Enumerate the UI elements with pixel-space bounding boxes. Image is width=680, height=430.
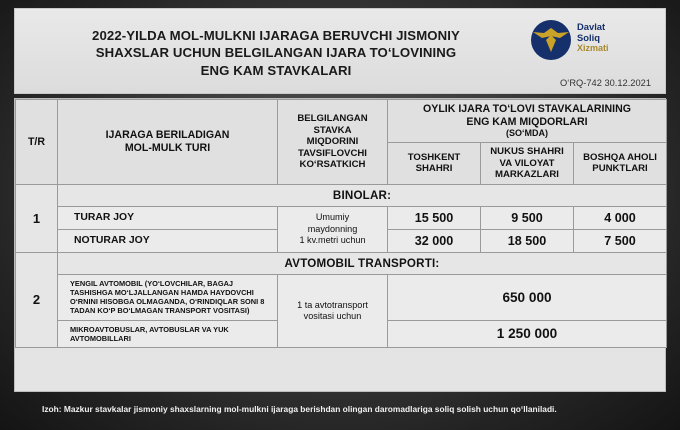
th-other-line-2: PUNKTLARI [592, 163, 648, 175]
page-title [37, 27, 515, 79]
slide-footer [14, 396, 666, 422]
th-rates-group-line-3: (SO‘MDA) [506, 128, 549, 139]
th-indicator [278, 100, 388, 185]
row-label-residential: TURAR JOY [58, 206, 278, 229]
slide-header [14, 8, 666, 94]
eagle-emblem-icon [529, 19, 573, 61]
th-tashkent-line-2: SHAHRI [415, 163, 453, 175]
section-title-buildings: BINOLAR: [58, 184, 667, 206]
indicator-line-2: maydonning [307, 223, 358, 234]
th-indicator-line-4: TAVSIFLOVCHI [298, 147, 367, 159]
th-nukus-regions [481, 143, 574, 185]
th-other-line-1: BOSHQA AHOLI [583, 151, 657, 163]
logo-line-2: Soliq [577, 32, 600, 44]
title-line-3: ENG KAM STAVKALARI [200, 62, 352, 78]
th-indicator-line-5: KO‘RSATKICH [299, 159, 366, 171]
indicator-area-unit [278, 206, 388, 252]
table-row [16, 274, 667, 320]
row-label-non-residential: NOTURAR JOY [58, 229, 278, 252]
th-indicator-line-1: BELGILANGAN [297, 113, 368, 125]
logo-line-1: Davlat [577, 21, 606, 32]
value-non-residential-nukus: 18 500 [481, 229, 574, 252]
th-indicator-line-2: STAVKA [313, 124, 352, 136]
rates-table [15, 99, 667, 348]
section-number: 1 [16, 184, 58, 252]
th-rates-group-line-2: ENG KAM MIQDORLARI [466, 115, 588, 128]
th-property-type-line-2: MOL-MULK TURI [124, 141, 211, 154]
th-tashkent [388, 143, 481, 185]
value-non-residential-other: 7 500 [574, 229, 667, 252]
table-row [16, 206, 667, 229]
value-residential-tashkent: 15 500 [388, 206, 481, 229]
value-non-residential-tashkent: 32 000 [388, 229, 481, 252]
th-other-settlements [574, 143, 667, 185]
document-reference: O‘RQ-742 30.12.2021 [560, 78, 651, 88]
rates-table-container [14, 98, 666, 392]
th-nukus-line-1: NUKUS SHAHRI [490, 146, 564, 158]
indicator-per-vehicle [278, 274, 388, 348]
footer-note: Izoh: Mazkur stavkalar jismoniy shaxslarning mol-mulkni ijaraga berishdan olingan daromadlariga soliq solish uchun qo‘llaniladi. [42, 404, 557, 414]
row-label-minibus-truck: MIKROAVTOBUSLAR, AVTOBUSLAR VA YUK AVTOMOBILLARI [58, 320, 278, 348]
th-nukus-line-3: MARKAZLARI [495, 169, 559, 181]
section-number: 2 [16, 252, 58, 348]
th-tr: T/R [16, 100, 58, 185]
th-nukus-line-2: VA VILOYAT [499, 157, 555, 169]
row-label-passenger-car: YENGIL AVTOMOBIL (YO‘LOVCHILAR, BAGAJ TASHISHGA MO‘LJALLANGAN HAMDA HAYDOVCHI O‘RNINI HISOBGA OLMAGANDA, O‘RINDIQLAR SONI 8 TADAN KO‘P BO‘LMAGAN TRANSPORT VOSITASI) [58, 274, 278, 320]
table-head [16, 100, 667, 185]
tax-committee-logo [529, 17, 649, 63]
table-body [16, 184, 667, 348]
slide [14, 8, 666, 422]
logo-text [577, 21, 609, 54]
th-indicator-line-3: MIQDORINI [306, 136, 359, 148]
title-line-2: SHAXSLAR UCHUN BELGILANGAN IJARA TO‘LOVINING [95, 45, 457, 61]
th-rates-group-line-1: OYLIK IJARA TO‘LOVI STAVKALARINING [423, 103, 631, 115]
th-tashkent-line-1: TOSHKENT [407, 151, 461, 163]
indicator-line-2: vositasi uchun [303, 310, 362, 321]
title-line-1: 2022-YILDA MOL-MULKNI IJARAGA BERUVCHI JISMONIY [92, 27, 460, 43]
indicator-line-1: Umumiy [315, 212, 350, 223]
th-rates-group [388, 100, 667, 143]
logo-line-3: Xizmati [577, 43, 609, 54]
th-property-type-line-1: IJARAGA BERILADIGAN [105, 129, 230, 142]
table-row [16, 184, 667, 206]
indicator-line-1: 1 ta avtotransport [297, 299, 368, 310]
table-row [16, 252, 667, 274]
indicator-line-3: 1 kv.metri uchun [299, 234, 366, 245]
th-property-type [58, 100, 278, 185]
value-residential-nukus: 9 500 [481, 206, 574, 229]
value-minibus-truck: 1 250 000 [388, 320, 667, 348]
section-title-vehicles: AVTOMOBIL TRANSPORTI: [58, 252, 667, 274]
value-passenger-car: 650 000 [388, 274, 667, 320]
table-header-row-1 [16, 100, 667, 143]
value-residential-other: 4 000 [574, 206, 667, 229]
